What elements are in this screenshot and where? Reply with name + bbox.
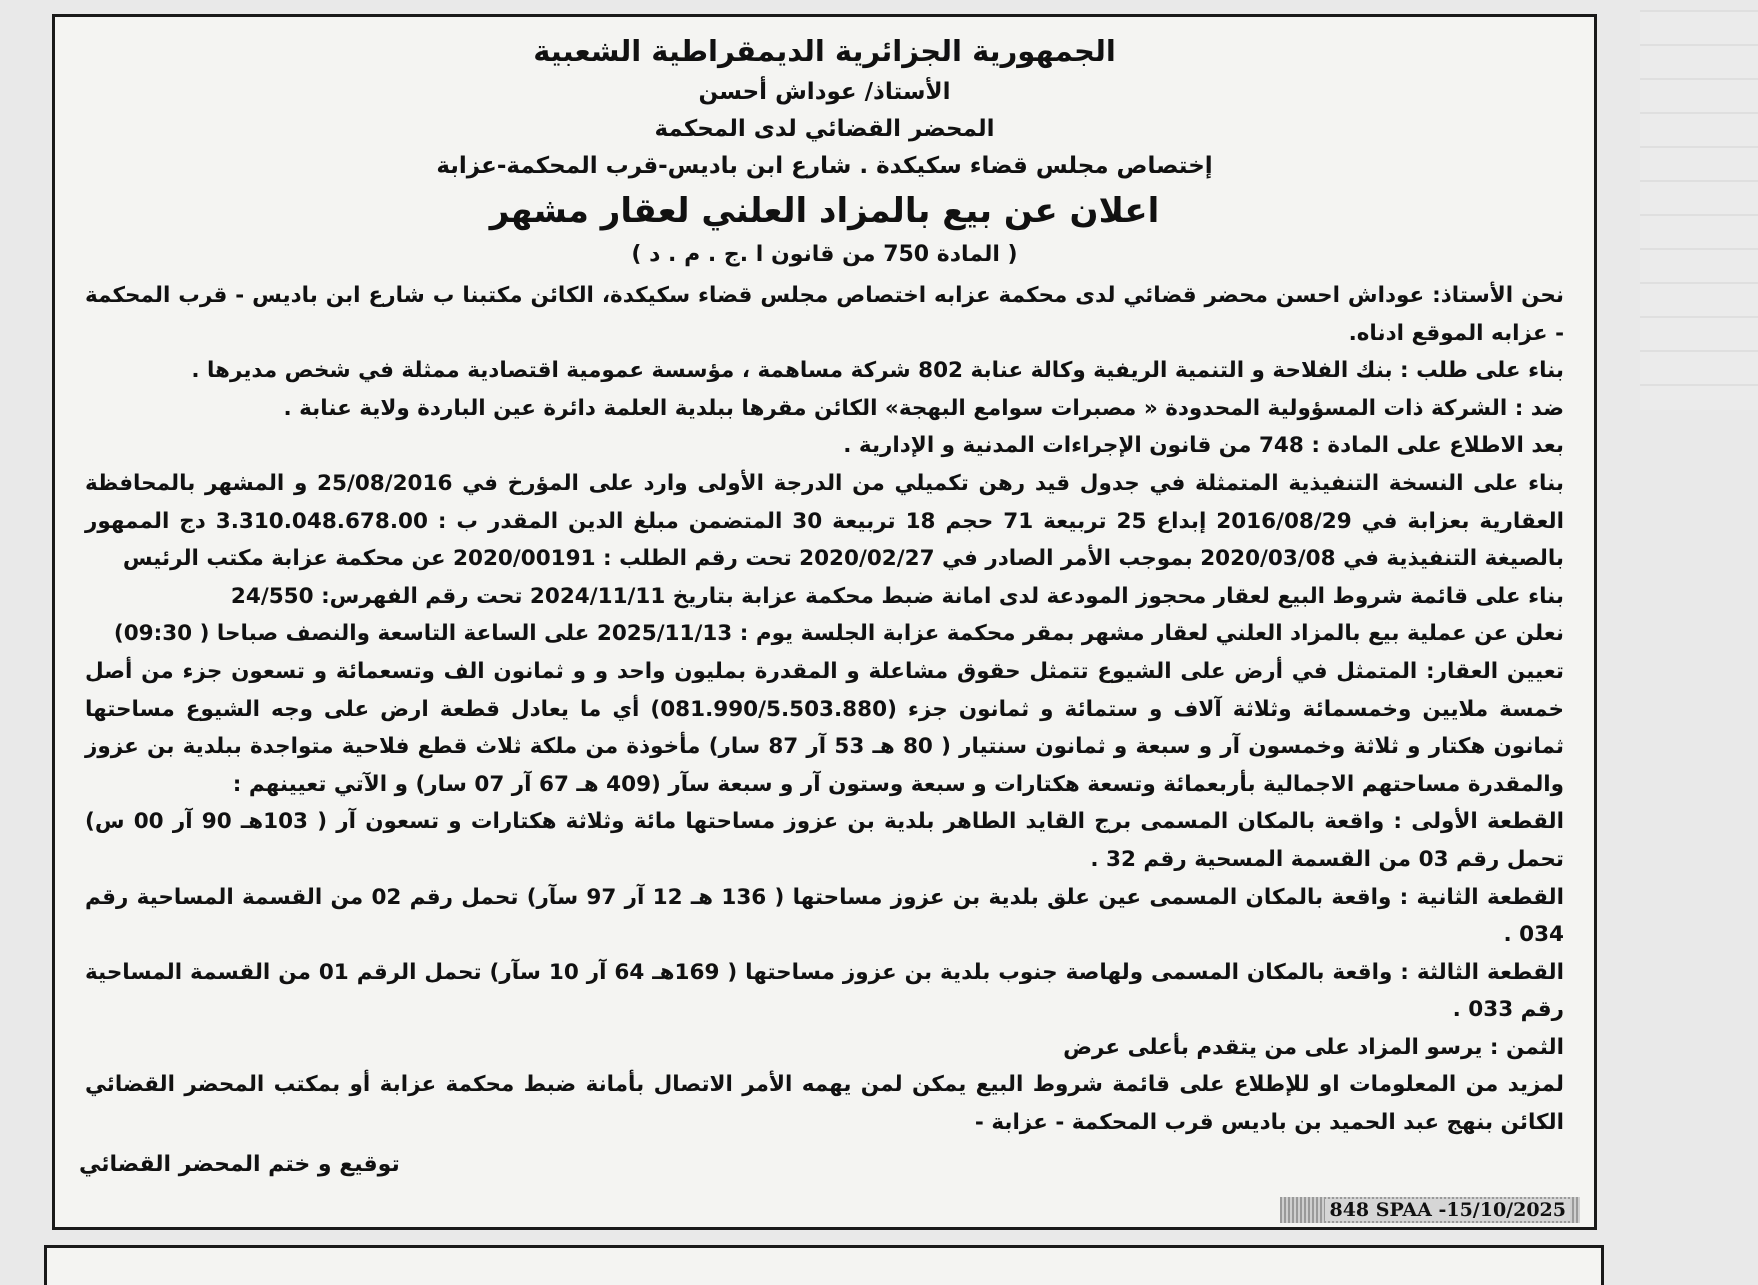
contact-info: لمزيد من المعلومات او للإطلاع على قائمة شروط البيع يمكن لمن يهمه الأمر الاتصال بأمانة ضبط محكمة عزابة أو بمكتب المحضر القضائي الكائن بنهج عبد الحميد بن باديس قرب المحكمة - عزابة - [85, 1072, 1564, 1136]
notice-body [69, 273, 1580, 1142]
legal-basis: بعد الاطلاع على المادة : 748 من قانون الإجراءات المدنية و الإدارية . [843, 433, 1564, 459]
bailiff-office: المحضر القضائي لدى المحكمة [654, 116, 995, 142]
signature-line: توقيع و ختم المحضر القضائي [79, 1151, 400, 1177]
price-clause: الثمن : يرسو المزاد على من يتقدم بأعلى عرض [1063, 1034, 1564, 1060]
plot-first: القطعة الأولى : واقعة بالمكان المسمى برج القايد الطاهر بلدية بن عزوز مساحتها مائة وثلاثة هكتارات و تسعون آر ( 103هـ 90 آر 00 س) تحمل رقم 03 من القسمة المسحية رقم 32 . [85, 809, 1564, 872]
bailiff-name: الأستاذ/ عوداش أحسن [698, 79, 951, 105]
reference-strip [1280, 1197, 1580, 1223]
bailiff-intro: نحن الأستاذ: عوداش احسن محضر قضائي لدى محكمة عزابه اختصاص مجلس قضاء سكيكدة، الكائن مكتبنا ب شارع ابن باديس - قرب المحكمة - عزابه الموقع ادناه. [85, 283, 1564, 346]
jurisdiction-address: إختصاص مجلس قضاء سكيكدة . شارع ابن باديس-قرب المحكمة-عزابة [436, 153, 1213, 179]
republic-heading: الجمهورية الجزائرية الديمقراطية الشعبية [533, 34, 1116, 68]
plot-second: القطعة الثانية : واقعة بالمكان المسمى عين علق بلدية بن عزوز مساحتها ( 136 هـ 12 آر 97 سآر) تحمل رقم 02 من القسمة المساحية رقم 034 . [85, 884, 1564, 948]
law-reference: ( المادة 750 من قانون ا .ج . م . د ) [631, 242, 1018, 267]
notice-header [69, 27, 1580, 273]
plot-third: القطعة الثالثة : واقعة بالمكان المسمى ولهاصة جنوب بلدية بن عزوز مساحتها ( 169هـ 64 آر 10 سآر) تحمل الرقم 01 من القسمة المساحية رقم 033 . [85, 959, 1564, 1023]
adjacent-column-bleed [1640, 10, 1758, 410]
reference-code: 848 SPAA -15/10/2025 [1325, 1199, 1570, 1221]
sale-conditions: بناء على قائمة شروط البيع لعقار محجوز المودعة لدى امانة ضبط محكمة عزابة بتاريخ 2024/11/11 تحت رقم الفهرس: 24/550 [230, 583, 1564, 609]
next-notice-edge [44, 1245, 1604, 1285]
opposing-party: ضد : الشركة ذات المسؤولية المحدودة « مصبرات سوامع البهجة» الكائن مقرها ببلدية العلمة دائرة عين الباردة ولاية عنابة . [283, 395, 1564, 421]
notice-title: اعلان عن بيع بالمزاد العلني لعقار مشهر [489, 191, 1160, 231]
executive-copy: بناء على النسخة التنفيذية المتمثلة في جدول قيد رهن تكميلي من الدرجة الأولى وارد على المؤرخ في 25/08/2016 و المشهر بالمحافظة العقارية بعزابة في 2016/08/29 إبداع 25 تربيعة 71 حجم 18 تربيعة 30 المتضمن مبلغ الدين المقدر ب : 3.310.048.678.00 دج الممهور بالصيغة التنفيذية في 2020/03/08 بموجب الأمر الصادر في 2020/02/27 تحت رقم الطلب : 2020/00191 عن محكمة عزابة مكتب الرئيس [85, 470, 1564, 572]
property-description: تعيين العقار: المتمثل في أرض على الشيوع تتمثل حقوق مشاعلة و المقدرة بمليون واحد و و ثمانون الف وتسعمائة و تسعون جزء من أصل خمسة ملايين وخمسمائة وثلاثة آلاف و ستمائة و ثمانون جزء (081.990/5.503.880) أي ما يعادل قطعة ارض على وجه الشيوع مساحتها ثمانون هكتار و ثلاثة وخمسون آر و سبعة و ثمانون سنتيار ( 80 هـ 53 آر 87 سار) مأخوذة من ملكة ثلاث قطع فلاحية متواجدة ببلدية بن عزوز والمقدرة مساحتهم الاجمالية بأربعمائة وتسعة هكتارات و سبعة وستون آر و سبعة سآر (409 هـ 67 آر 07 سار) و الآتي تعيينهم : [85, 658, 1564, 797]
auction-announcement: نعلن عن عملية بيع بالمزاد العلني لعقار مشهر بمقر محكمة عزابة الجلسة يوم : 2025/11/13 على الساعة التاسعة والنصف صباحا ( 09:30) [113, 621, 1564, 647]
requesting-party: بناء على طلب : بنك الفلاحة و التنمية الريفية وكالة عنابة 802 شركة مساهمة ، مؤسسة عمومية اقتصادية ممثلة في شخص مديرها . [191, 358, 1564, 384]
legal-notice-box [52, 14, 1597, 1230]
